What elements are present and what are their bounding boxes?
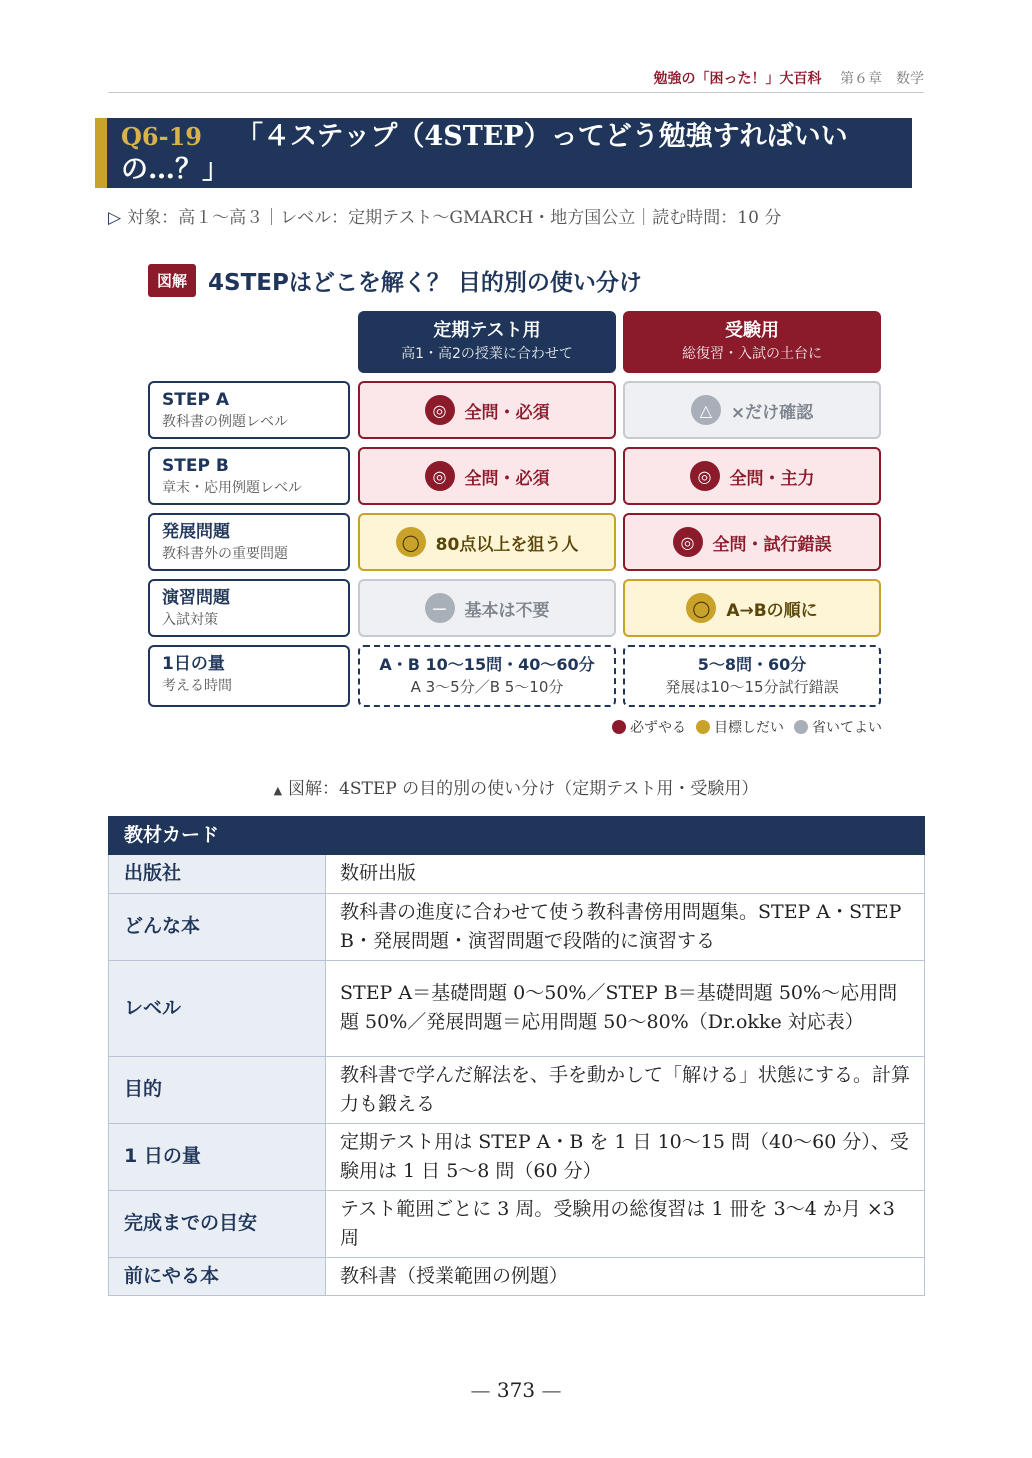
row-title: 演習問題 bbox=[162, 588, 230, 608]
row-title: 1日の量 bbox=[162, 654, 225, 674]
double-circle-icon: ◎ bbox=[425, 395, 455, 425]
cell-amount-exam bbox=[623, 645, 881, 707]
column-subtitle: 総復習・入試の土台に bbox=[682, 346, 822, 362]
row-title: STEP B bbox=[162, 456, 229, 476]
legend-dot-must bbox=[612, 720, 626, 734]
cell-text: 基本は不要 bbox=[464, 600, 550, 621]
page-number bbox=[0, 1378, 1032, 1402]
row-subtitle: 考える時間 bbox=[162, 678, 232, 694]
row-label-step-b bbox=[148, 447, 350, 505]
card-value: 教科書の進度に合わせて使う教科書傍用問題集。STEP A・STEP B・発展問題・演習問題で段階的に演習する bbox=[326, 893, 925, 960]
material-card bbox=[108, 816, 925, 1296]
legend-dot-goal bbox=[696, 720, 710, 734]
legend-label: 省いてよい bbox=[812, 720, 882, 736]
diagram-title: 4STEPはどこを解く？ 目的別の使い分け bbox=[208, 269, 642, 296]
cell-text: 全問・必須 bbox=[464, 402, 550, 423]
table-row bbox=[109, 1257, 925, 1295]
question-title: 「４ステップ（4STEP）ってどう勉強すればいいの…？」 bbox=[121, 121, 848, 185]
dash-right: — bbox=[535, 1378, 562, 1402]
card-value: 教科書で学んだ解法を、手を動かして「解ける」状態にする。計算力も鍛える bbox=[326, 1056, 925, 1123]
cell-exercises-test bbox=[358, 579, 616, 637]
cell-text: 80点以上を狙う人 bbox=[435, 534, 579, 555]
card-key: どんな本 bbox=[109, 893, 326, 960]
usage-diagram bbox=[140, 255, 900, 745]
legend-label: 必ずやる bbox=[630, 720, 686, 736]
diagram-header bbox=[148, 263, 642, 297]
row-title: STEP A bbox=[162, 390, 229, 410]
row-subtitle: 章末・応用例題レベル bbox=[162, 480, 302, 496]
cell-step-a-exam bbox=[623, 381, 881, 439]
diagram-badge: 図解 bbox=[148, 264, 196, 297]
column-title: 定期テスト用 bbox=[433, 320, 541, 341]
table-row bbox=[109, 960, 925, 1056]
card-key: 完成までの目安 bbox=[109, 1190, 326, 1257]
card-value: STEP A＝基礎問題 0〜50%／STEP B＝基礎問題 50%〜応用問題 50%／発展問題＝応用問題 50〜80%（Dr.okke 対応表） bbox=[326, 960, 925, 1056]
card-key: 1 日の量 bbox=[109, 1123, 326, 1190]
meta-text: 対象：高１〜高３｜レベル：定期テスト〜GMARCH・地方国公立｜読む時間：10 分 bbox=[127, 208, 782, 228]
diagram-legend bbox=[602, 717, 882, 737]
cell-step-b-exam bbox=[623, 447, 881, 505]
amount-sub: A 3〜5分／B 5〜10分 bbox=[410, 678, 564, 696]
double-circle-icon: ◎ bbox=[690, 461, 720, 491]
cell-text: 全問・必須 bbox=[464, 468, 550, 489]
question-title-banner bbox=[95, 118, 912, 188]
row-title: 発展問題 bbox=[162, 522, 230, 542]
question-meta bbox=[108, 203, 781, 228]
double-circle-icon: ◎ bbox=[673, 527, 703, 557]
legend-label: 目標しだい bbox=[714, 720, 784, 736]
card-key: 目的 bbox=[109, 1056, 326, 1123]
cell-text: ×だけ確認 bbox=[730, 402, 814, 423]
column-header-test bbox=[358, 311, 616, 373]
card-key: レベル bbox=[109, 960, 326, 1056]
card-value: 教科書（授業範囲の例題） bbox=[326, 1257, 925, 1295]
row-subtitle: 教科書外の重要問題 bbox=[162, 546, 288, 562]
circle-icon: ◯ bbox=[396, 527, 426, 557]
caption-text: 図解：4STEP の目的別の使い分け（定期テスト用・受験用） bbox=[288, 779, 759, 799]
legend-dot-skip bbox=[794, 720, 808, 734]
row-subtitle: 入試対策 bbox=[162, 612, 218, 628]
triangle-up-icon: ▲ bbox=[273, 784, 283, 797]
cell-amount-test bbox=[358, 645, 616, 707]
table-row bbox=[109, 1190, 925, 1257]
cell-text: A→Bの順に bbox=[726, 600, 818, 621]
row-label-daily-amount bbox=[148, 645, 350, 707]
table-row bbox=[109, 855, 925, 893]
card-key: 前にやる本 bbox=[109, 1257, 326, 1295]
table-row bbox=[109, 1056, 925, 1123]
column-title: 受験用 bbox=[725, 320, 779, 341]
triangle-right-icon: ▷ bbox=[108, 208, 122, 228]
amount-main: 5〜8問・60分 bbox=[697, 655, 807, 674]
cell-exercises-exam bbox=[623, 579, 881, 637]
minus-icon: － bbox=[425, 593, 455, 623]
book-title: 勉強の「困った！」大百科 bbox=[653, 71, 822, 87]
row-label-exercises bbox=[148, 579, 350, 637]
column-header-exam bbox=[623, 311, 881, 373]
dash-left: — bbox=[470, 1378, 497, 1402]
column-subtitle: 高1・高2の授業に合わせて bbox=[401, 346, 573, 362]
card-value: 数研出版 bbox=[326, 855, 925, 893]
double-circle-icon: ◎ bbox=[425, 461, 455, 491]
triangle-icon: △ bbox=[691, 395, 721, 425]
cell-step-a-test bbox=[358, 381, 616, 439]
figure-caption bbox=[0, 774, 1032, 799]
chapter-label: 第６章 数学 bbox=[840, 71, 924, 87]
cell-text: 全問・試行錯誤 bbox=[712, 534, 832, 555]
row-label-step-a bbox=[148, 381, 350, 439]
row-subtitle: 教科書の例題レベル bbox=[162, 414, 288, 430]
card-title: 教材カード bbox=[108, 816, 925, 855]
page-number-value: 373 bbox=[496, 1378, 536, 1402]
circle-icon: ◯ bbox=[686, 593, 716, 623]
cell-step-b-test bbox=[358, 447, 616, 505]
amount-sub: 発展は10〜15分試行錯誤 bbox=[665, 678, 839, 696]
table-row bbox=[109, 893, 925, 960]
cell-advanced-test bbox=[358, 513, 616, 571]
table-row bbox=[109, 1123, 925, 1190]
card-value: テスト範囲ごとに 3 周。受験用の総復習は 1 冊を 3〜4 か月 ×3 周 bbox=[326, 1190, 925, 1257]
cell-advanced-exam bbox=[623, 513, 881, 571]
cell-text: 全問・主力 bbox=[729, 468, 815, 489]
question-number: Q6-19 bbox=[121, 122, 202, 151]
running-header bbox=[108, 68, 924, 93]
card-table bbox=[108, 855, 925, 1296]
row-label-advanced bbox=[148, 513, 350, 571]
amount-main: A・B 10〜15問・40〜60分 bbox=[379, 655, 595, 674]
card-value: 定期テスト用は STEP A・B を 1 日 10〜15 問（40〜60 分）、受験用は 1 日 5〜8 問（60 分） bbox=[326, 1123, 925, 1190]
card-key: 出版社 bbox=[109, 855, 326, 893]
